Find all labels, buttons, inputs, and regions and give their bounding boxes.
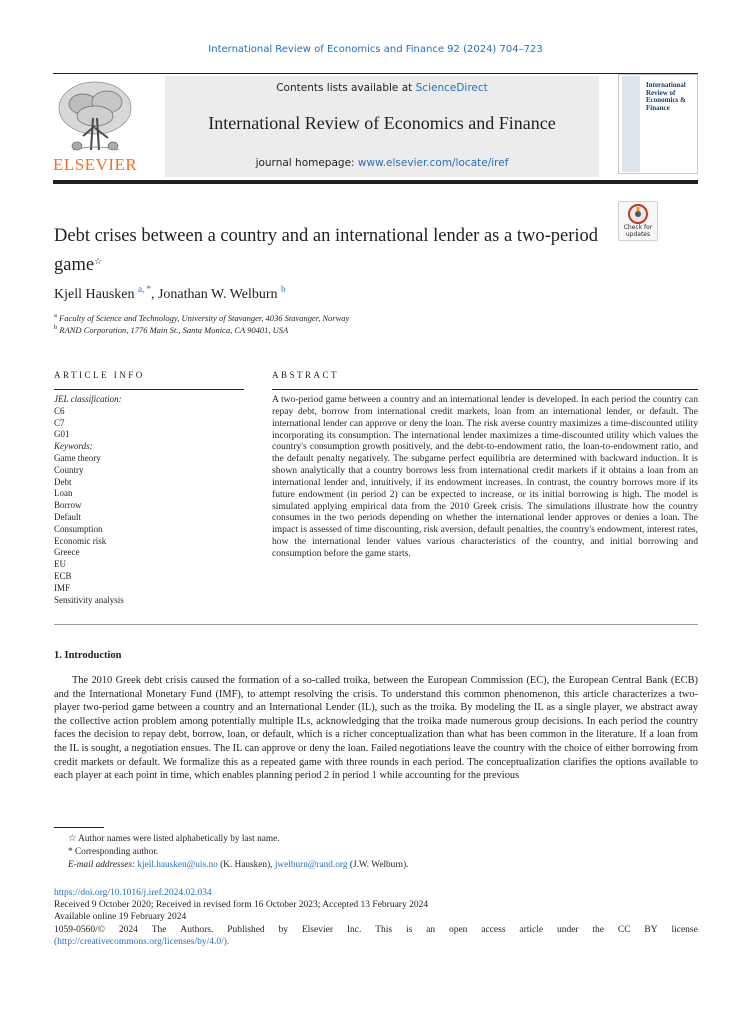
keyword: Default	[54, 511, 81, 522]
jel-code: C6	[54, 405, 65, 416]
author-hausken: Kjell Hausken	[54, 287, 135, 302]
footnote-star	[54, 833, 698, 846]
article-info-rule	[54, 389, 244, 390]
license-word: article	[519, 924, 544, 935]
license-line	[54, 924, 698, 936]
license-word: is	[405, 924, 413, 935]
header-thick-rule	[53, 180, 698, 184]
affiliation-b-text: RAND Corporation, 1776 Main St., Santa Monica, CA 90401, USA	[59, 325, 289, 335]
license-word: by	[278, 924, 289, 935]
license-word: The	[151, 924, 167, 935]
journal-title: International Review of Economics and Finance	[208, 113, 556, 133]
email-welburn-link[interactable]: jwelburn@rand.org	[274, 860, 348, 870]
license-word: an	[426, 924, 436, 935]
keyword: Debt	[54, 476, 72, 487]
cover-title: International Review of Economics & Finance	[646, 81, 686, 112]
title-footnote-mark[interactable]: ☆	[94, 256, 103, 266]
license-word: access	[481, 924, 506, 935]
footnote-rule	[54, 827, 104, 828]
affiliation-a-mark: a	[54, 312, 57, 319]
article-info-heading: ARTICLE INFO	[54, 370, 145, 380]
keyword: Economic risk	[54, 535, 107, 546]
license-word: 2024	[118, 924, 138, 935]
keywords-label: Keywords:	[54, 441, 93, 452]
affiliation-b	[54, 324, 288, 335]
header-rule	[53, 73, 698, 74]
license-word: open	[448, 924, 468, 935]
contents-prefix: Contents lists available at	[276, 82, 416, 94]
article-metadata	[54, 887, 698, 948]
license-word: under	[556, 924, 579, 935]
keyword: Greece	[54, 547, 80, 558]
keyword: Country	[54, 464, 84, 475]
license-word: license	[671, 924, 698, 935]
email-label: E-mail addresses:	[68, 860, 136, 870]
keyword: Borrow	[54, 500, 82, 511]
abstract-text: A two-period game between a country and an international lender is developed. In each period the country can repay debt, borrow from international credit markets, loan from an international lender, or default. The international lender can approve or deny the loan. The risk averse country maximizes a time-discounted utility incorporating its consumption. The international lender maximizes a time-discounted utility which values the country's consumption growth positively, and the debt-to-endowment ratio, the loan-to-endowment ratio, and the default penalty negatively. The subgame perfect equilibria are determined with backward induction. It is shown analytically that a country borrows less from international credit markets if it obtains a loan from an international lender and, intuitively, if its endowment increases. In contrast, the country borrows more if its future endowment (in period 2) can be expected to increase, or its initial borrowing is high. The model is simulated applying empirical data from the 2010 Greek crisis. The simulations illustrate how the country consumes in the two periods depending on whether the international lender approves or denies a loan. The impact is assessed of time discounting, risk aversion, default penalties, the country's endowment, interest rates, how the international lender values various characteristics of the country, and initial borrowing and consumption before the game starts.	[272, 394, 698, 559]
cover-stripe	[622, 76, 640, 172]
license-word: the	[592, 924, 605, 935]
contents-line	[165, 82, 599, 94]
jel-code: C7	[54, 417, 65, 428]
license-word: 1059-0560/©	[54, 924, 106, 935]
footnote-corr-text: Corresponding author.	[74, 847, 159, 857]
jel-label: JEL classification:	[54, 394, 122, 404]
introduction-paragraph: The 2010 Greek debt crisis caused the formation of a so-called troika, between the European Commission (EC), the European Central Bank (ECB) and the International Monetary Fund (IMF), to attempt resolving the crisis. To understand this common phenomenon, this article characterizes a two-player two-period game between a country and an International Lender (IL), such as the troika. By modeling the IL as a single player, we abstract away the collective action problem among potentially multiple ILs, acknowledging that the troika made numerous group decisions. In each period the country faces the decision to repay debt, borrow, loan, or default, which is a richer conceptualization than what has been common in the literature. If a loan from the IL is sought, a negotiation ensues. The IL can approve or deny the loan. Failed negotiations leave the country with the choice of either borrowing from credit markets or default. We formalize this as a repeated game with three rounds in each period. The conceptualization clarifies the options available to each player at each point in time, which enables planning period 2 in period 1 while accounting for the previous	[54, 675, 698, 782]
license-word: Inc.	[346, 924, 362, 935]
keyword: IMF	[54, 582, 71, 593]
email-hausken-name: (K. Hausken),	[220, 860, 273, 870]
received-dates: Received 9 October 2020; Received in revised form 16 October 2023; Accepted 13 February 2024	[54, 900, 429, 911]
check-updates-icon	[619, 202, 657, 226]
affiliation-a-text: Faculty of Science and Technology, University of Stavanger, 4036 Stavanger, Norway	[59, 313, 350, 323]
footnote-star-mark: ☆	[68, 834, 77, 844]
license-word: Authors.	[180, 924, 214, 935]
author-separator: ,	[150, 287, 158, 302]
license-word: This	[375, 924, 393, 935]
affiliation-b-mark: b	[54, 324, 58, 331]
email-welburn-name: (J.W. Welburn).	[349, 860, 409, 870]
keyword: Sensitivity analysis	[54, 594, 124, 605]
homepage-prefix: journal homepage:	[255, 157, 358, 169]
sciencedirect-link[interactable]: ScienceDirect	[415, 82, 488, 94]
keyword: ECB	[54, 570, 72, 581]
footnote-emails	[54, 859, 698, 872]
author-list	[54, 284, 286, 303]
author-welburn: Jonathan W. Welburn	[157, 287, 278, 302]
abstract-rule	[272, 389, 698, 390]
footnotes	[54, 833, 698, 872]
abstract-bottom-rule	[54, 624, 698, 625]
homepage-link[interactable]: www.elsevier.com/locate/iref	[357, 157, 509, 169]
license-word: CC	[617, 924, 631, 935]
article-info-list	[54, 394, 244, 606]
footnote-corr-mark: *	[68, 847, 73, 857]
author-hausken-affil-mark[interactable]: a, *	[137, 284, 151, 294]
affiliation-a	[54, 312, 349, 323]
keyword: Consumption	[54, 523, 103, 534]
license-word: Elsevier	[301, 924, 333, 935]
keyword: Game theory	[54, 452, 101, 463]
footnote-star-text: Author names were listed alphabetically by last name.	[78, 834, 280, 844]
jel-code: G01	[54, 429, 70, 440]
check-updates-label: Check for updates	[623, 224, 653, 238]
keyword: EU	[54, 559, 66, 570]
license-word: BY	[644, 924, 658, 935]
footnote-corresponding	[54, 846, 698, 859]
abstract-heading: ABSTRACT	[272, 370, 340, 380]
article-title	[54, 224, 599, 278]
keyword: Loan	[54, 488, 73, 499]
license-word: Published	[227, 924, 265, 935]
license-url-link[interactable]: (http://creativecommons.org/licenses/by/4.0/).	[54, 936, 230, 947]
homepage-line	[165, 157, 599, 169]
author-welburn-affil-mark[interactable]: b	[281, 284, 286, 294]
publisher-name: ELSEVIER	[53, 155, 138, 174]
introduction-heading: 1. Introduction	[54, 650, 122, 661]
available-online: Available online 19 February 2024	[54, 912, 187, 923]
email-hausken-link[interactable]: kjell.hausken@uis.no	[137, 860, 218, 870]
journal-reference[interactable]: International Review of Economics and Finance 92 (2024) 704–723	[208, 44, 543, 55]
doi-link[interactable]: https://doi.org/10.1016/j.iref.2024.02.034	[54, 888, 212, 898]
article-title-text: Debt crises between a country and an international lender as a two-period game	[54, 226, 598, 275]
